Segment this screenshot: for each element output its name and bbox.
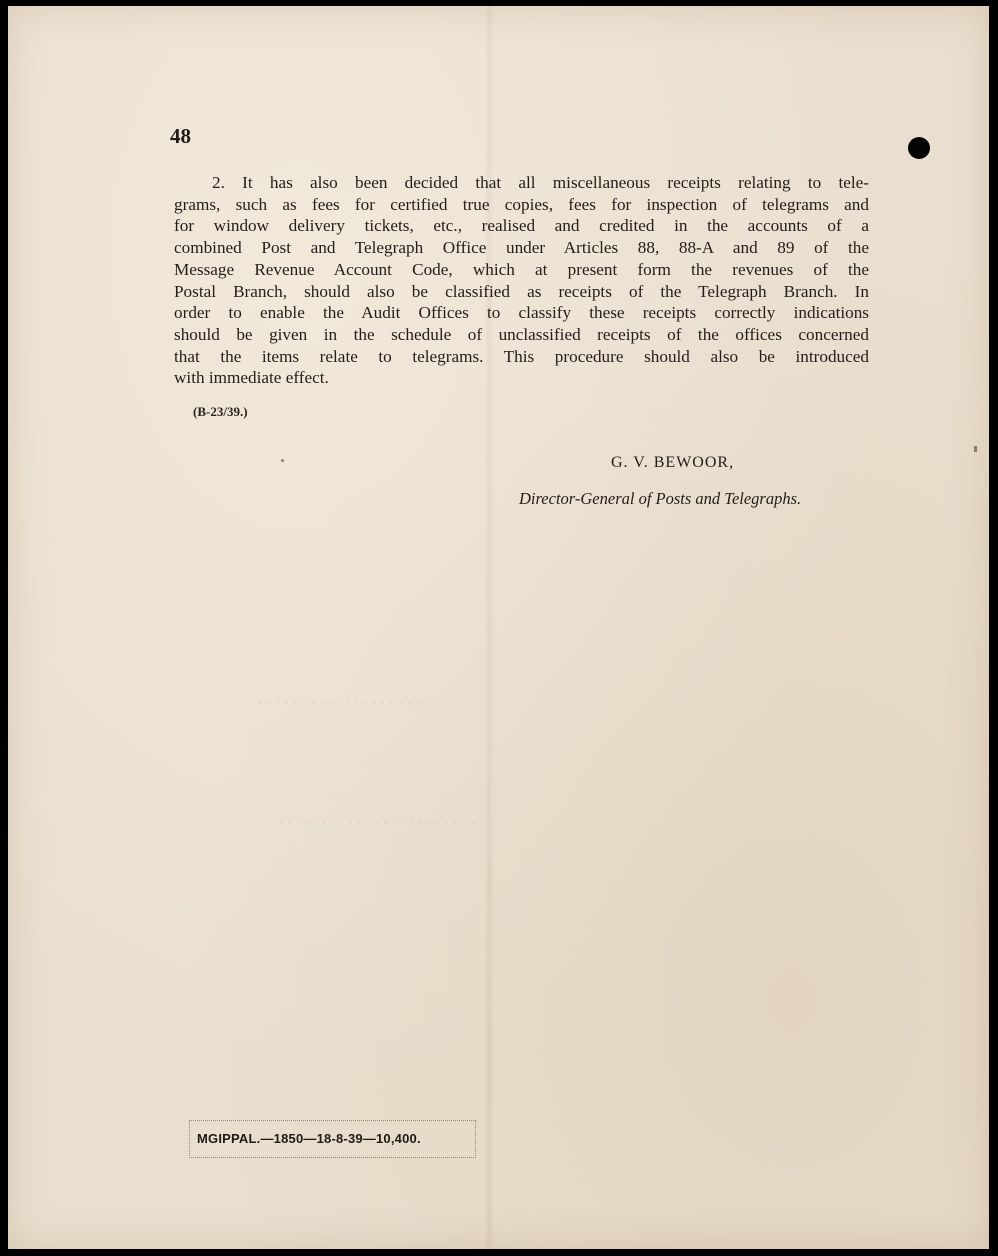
paragraph-line: should be given in the schedule of unclassified receipts of the offices concerned (174, 324, 869, 344)
paragraph-line: Postal Branch, should also be classified as receipts of the Telegraph Branch. In (174, 281, 869, 301)
ink-speck (281, 459, 284, 462)
paragraph-line: grams, such as fees for certified true copies, fees for inspection of telegrams and (174, 194, 869, 214)
paragraph-line: order to enable the Audit Offices to classify these receipts correctly indications (174, 303, 869, 323)
paragraph-line: Message Revenue Account Code, which at present form the revenues of the (174, 259, 869, 279)
paragraph-line: 2. It has also been decided that all miscellaneous receipts relating to tele- (212, 173, 869, 192)
signatory-title: Director-General of Posts and Telegraphs. (519, 489, 802, 508)
paragraph-line: for window delivery tickets, etc., realised and credited in the accounts of a (174, 216, 869, 236)
printer-imprint: MGIPPAL.—1850—18-8-39—10,400. (197, 1131, 421, 1146)
show-through-text: · · · · · · · · · · · · · · · · · · · · · · · (278, 816, 476, 832)
signatory-name: G. V. BEWOOR, (611, 454, 735, 471)
page-number: 48 (170, 124, 191, 148)
margin-speck (974, 446, 977, 452)
file-reference: (B-23/39.) (193, 404, 248, 419)
show-through-text: · · · · · · · · · · · · · · · · · · · · (258, 696, 430, 712)
body-paragraph (174, 172, 869, 389)
paragraph-line: combined Post and Telegraph Office under Articles 88, 88-A and 89 of the (174, 238, 869, 258)
punch-hole (908, 137, 930, 159)
paragraph-line: with immediate effect. (174, 368, 329, 388)
paragraph-line: that the items relate to telegrams. This procedure should also be introduced (174, 346, 869, 366)
document-page (8, 6, 989, 1249)
